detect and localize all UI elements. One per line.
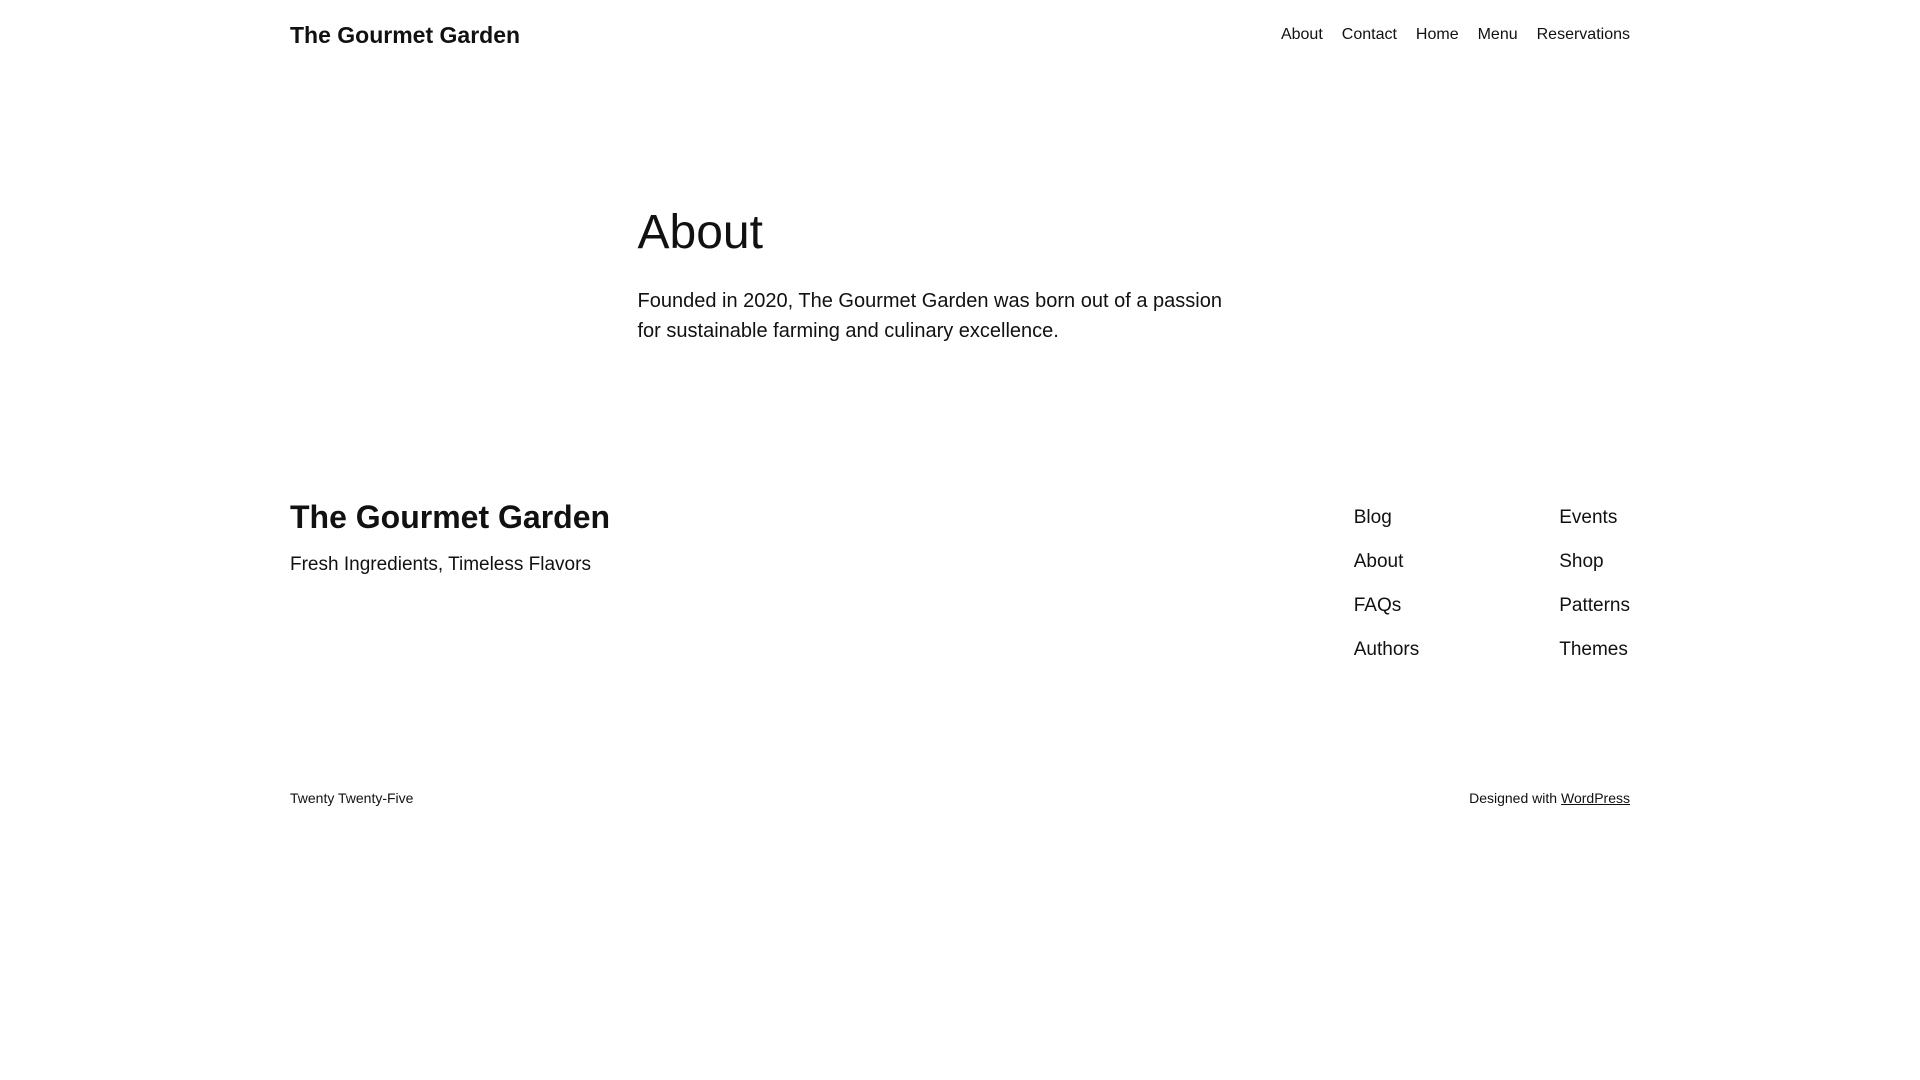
nav-item-about[interactable]: About — [1280, 26, 1323, 43]
designed-with — [1469, 788, 1630, 808]
nav-item-menu[interactable]: Menu — [1477, 26, 1518, 43]
nav-item-reservations[interactable]: Reservations — [1536, 26, 1630, 43]
page-title: About — [637, 206, 763, 259]
content-column — [638, 204, 1283, 346]
footer-tagline: Fresh Ingredients, Timeless Flavors — [290, 554, 591, 575]
footer-link-about[interactable]: About — [1353, 551, 1404, 572]
footer-site-title: The Gourmet Garden — [290, 499, 611, 535]
main-nav — [1281, 23, 1630, 47]
footer-top — [290, 498, 1630, 664]
designed-with-text: Designed with — [1469, 790, 1558, 806]
nav-item-contact[interactable]: Contact — [1341, 26, 1397, 43]
site-title-link[interactable]: The Gourmet Garden — [290, 22, 521, 48]
footer-brand — [290, 498, 610, 579]
footer-links — [1354, 498, 1630, 664]
wordpress-link[interactable]: WordPress — [1561, 790, 1630, 806]
footer-link-faqs[interactable]: FAQs — [1353, 595, 1402, 616]
footer-link-patterns[interactable]: Patterns — [1559, 595, 1630, 616]
footer-link-column-2 — [1559, 504, 1630, 664]
nav-item-home[interactable]: Home — [1415, 26, 1459, 43]
footer-link-authors[interactable]: Authors — [1353, 639, 1420, 660]
footer-link-events[interactable]: Events — [1559, 507, 1618, 528]
site-header — [290, 0, 1630, 49]
theme-credit: Twenty Twenty-Five — [290, 790, 414, 806]
footer-link-column-1 — [1354, 504, 1419, 664]
footer-link-shop[interactable]: Shop — [1559, 551, 1604, 572]
footer-link-blog[interactable]: Blog — [1353, 507, 1392, 528]
main-content — [290, 49, 1630, 346]
footer-link-themes[interactable]: Themes — [1559, 639, 1628, 660]
site-footer — [290, 498, 1630, 808]
footer-bottom — [290, 788, 1630, 808]
intro-paragraph: Founded in 2020, The Gourmet Garden was born out of a passion for sustainable farming and culinary excellence. — [637, 290, 1222, 342]
